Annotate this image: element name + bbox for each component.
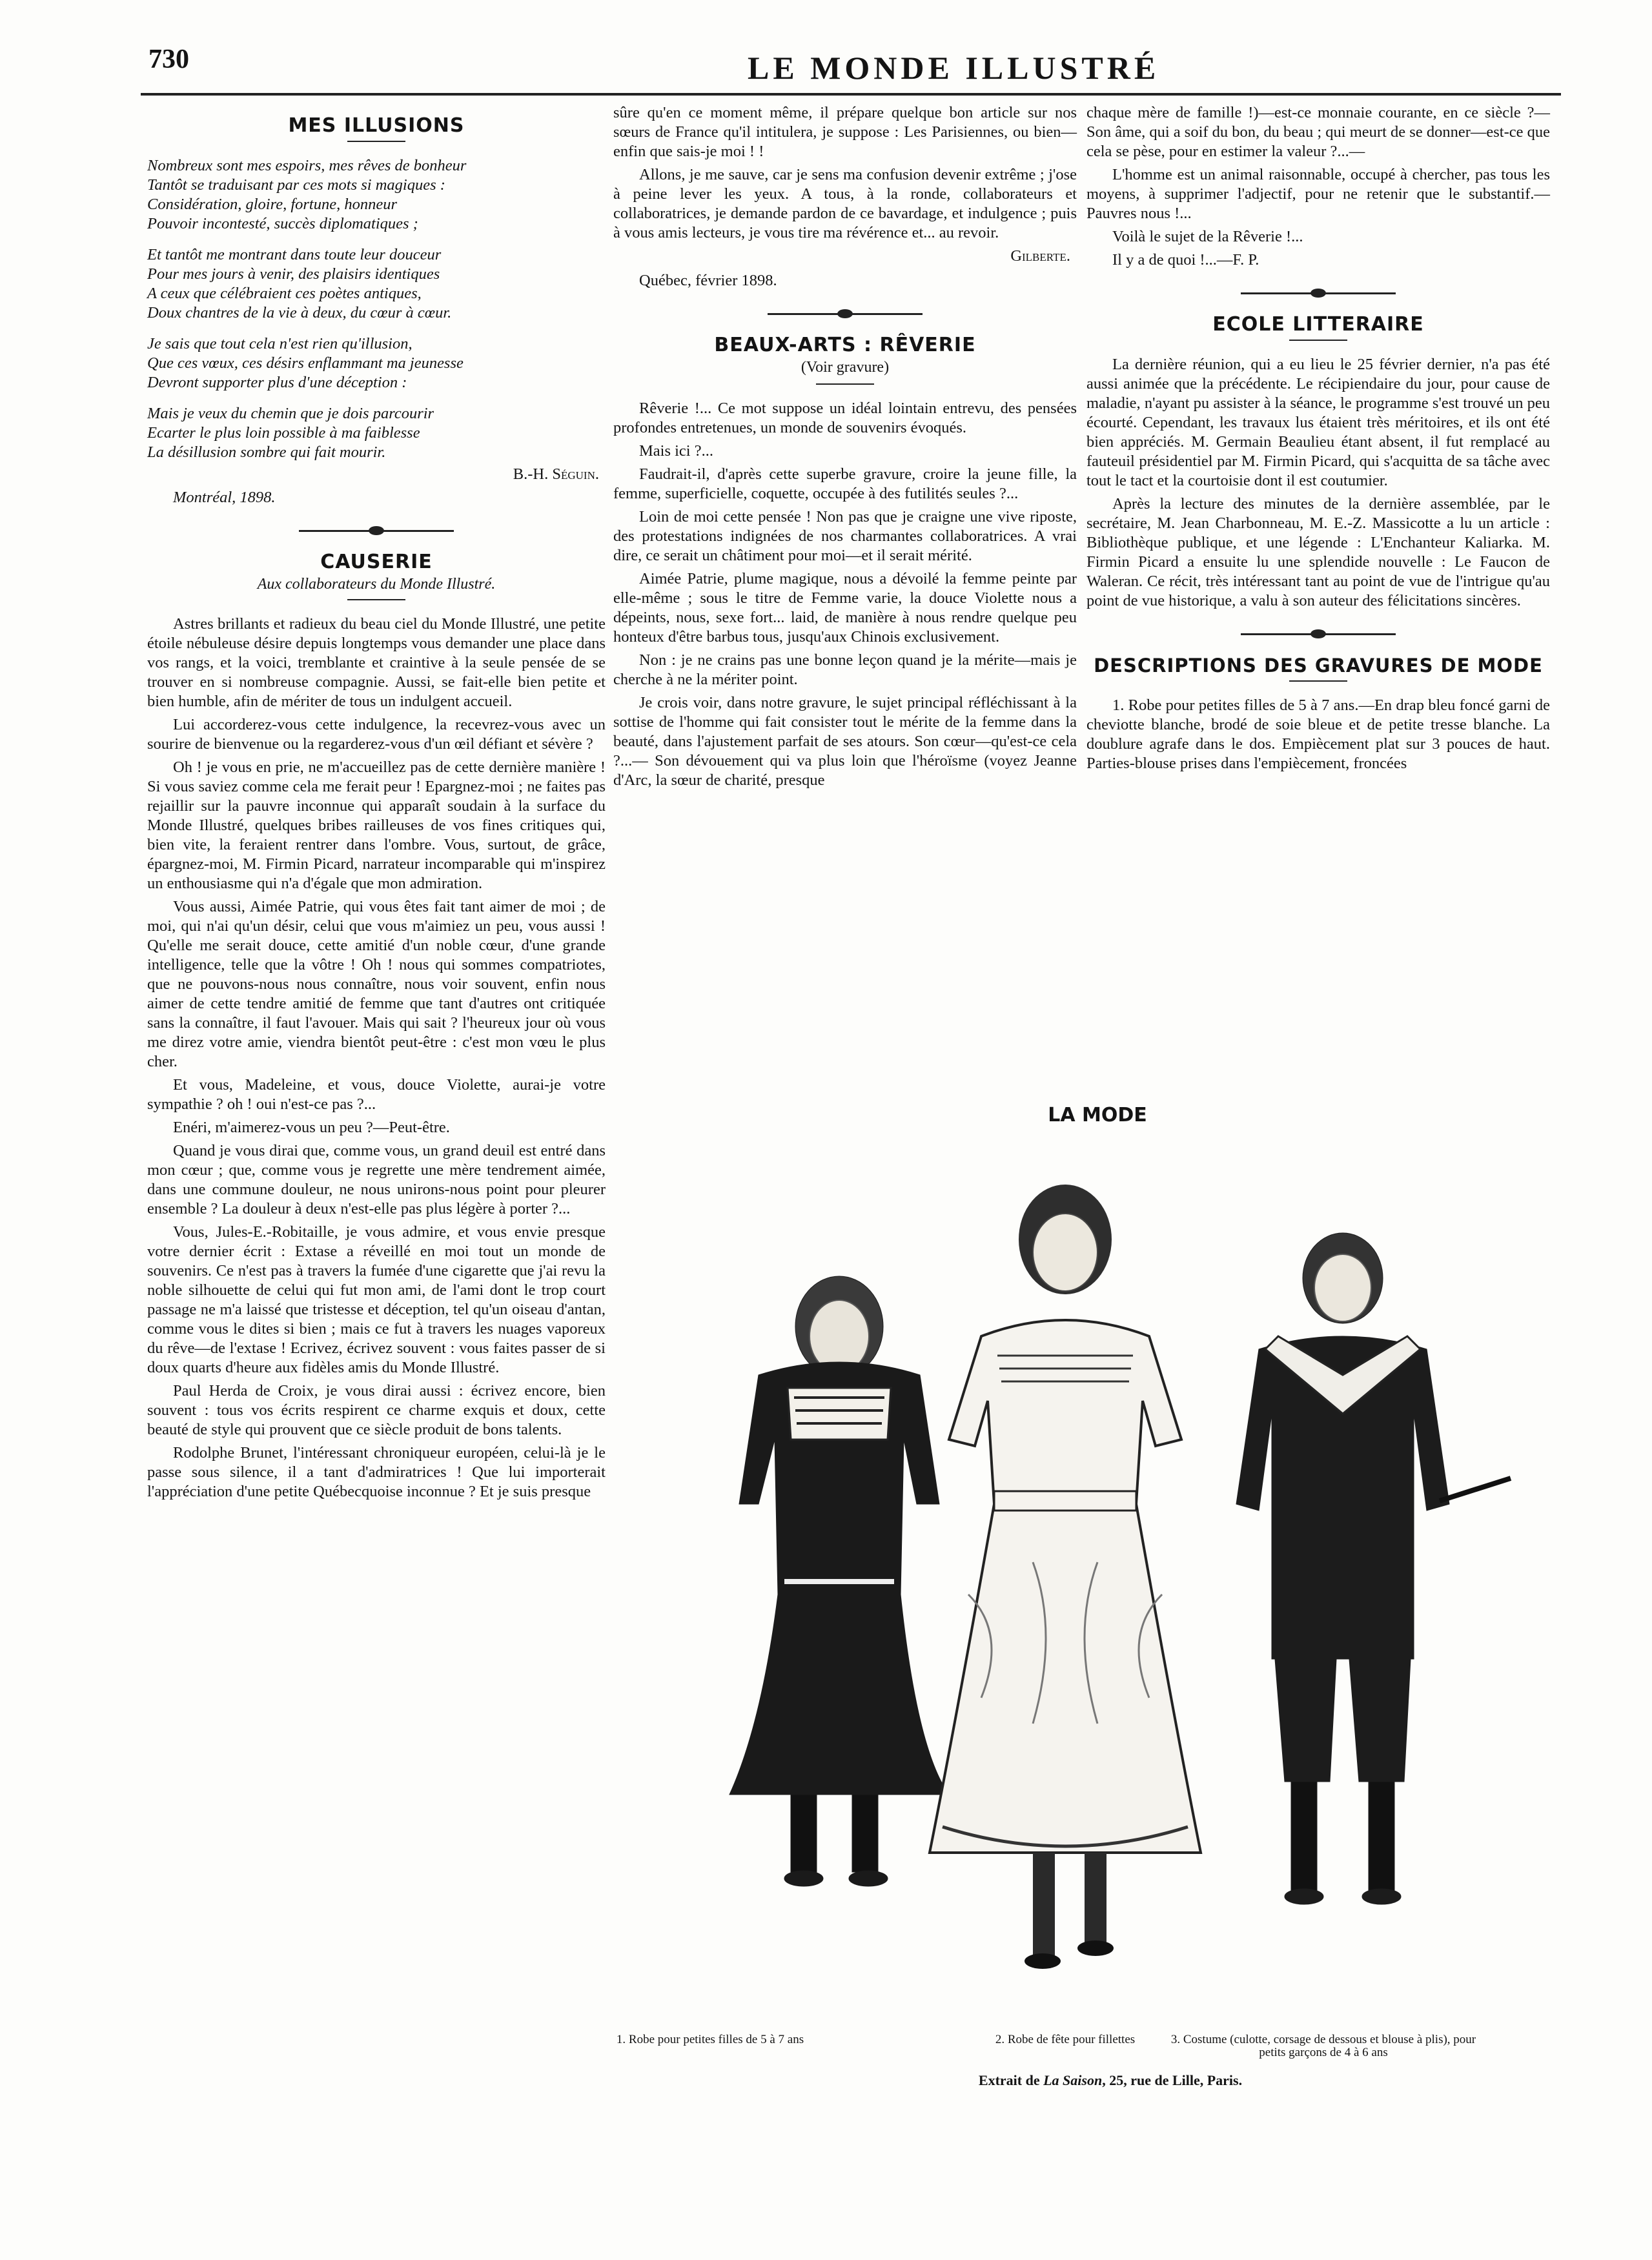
girl-dark-dress-figure — [729, 1276, 949, 1886]
divider-rule — [1289, 340, 1347, 341]
poem-line: Pour mes jours à venir, des plaisirs identiques — [147, 265, 440, 283]
paragraph: Astres brillants et radieux du beau ciel du Monde Illustré, une petite étoile nébuleuse désire depuis longtemps vous demander une place dans vos rangs, et la voici, tremblante et craintive à la seule pensée de se trouver en si nombreuse compagnie. Aussi, se fait-elle bien petite et bien humble, afin de mériter de tous un indulgent accueil. — [147, 615, 606, 710]
poem-stanza — [147, 156, 606, 234]
credit-prefix: Extrait de — [978, 2072, 1044, 2088]
caption-2: 2. Robe de fête pour fillettes — [995, 2033, 1136, 2046]
column-2 — [613, 103, 1077, 794]
boy-costume-figure — [1236, 1233, 1511, 1904]
credit-source: La Saison — [1043, 2072, 1103, 2088]
image-credit — [917, 2072, 1304, 2089]
paragraph: L'homme est un animal raisonnable, occupé à chercher, pas tous les moyens, à supprimer l'adjectif, pour ne retenir que le substantif.—Pauvres nous !... — [1086, 166, 1550, 222]
divider-rule — [816, 383, 874, 385]
paragraph: Aimée Patrie, plume magique, nous a dévoilé la femme peinte par elle-même ; sous le titre de Femme varie, la douce Violette nous a dépeints, nous, sexe fort... laid, de manière à nous rendre quelque peu honteux d'être barbus tous, jusqu'aux Chinois exclusivement. — [613, 570, 1077, 646]
poem-line: Mais je veux du chemin que je dois parcourir — [147, 405, 434, 422]
paragraph: Lui accorderez-vous cette indulgence, la recevrez-vous avec un sourire de bienvenue ou la regarderez-vous d'un œil défiant et sévère ? — [147, 716, 606, 753]
divider-rule — [1289, 680, 1347, 682]
paragraph: Quand je vous dirai que, comme vous, un grand deuil est entré dans mon cœur ; que, comme vous je regrette une mère tendrement aimée, dans une commune douleur, ne nous unirons-nous point pour pleurer ensemble ? La douleur à deux n'est-elle pas plus légère à porter ?... — [147, 1142, 606, 1217]
causerie-signature: Gilberte. — [1010, 247, 1070, 265]
poem-stanza — [147, 245, 606, 323]
column-1 — [147, 103, 606, 1505]
descriptions-title: DESCRIPTIONS DES GRAVURES DE MODE — [1094, 655, 1543, 677]
poem-signature: B.-H. Séguin. — [513, 465, 599, 483]
paragraph: Il y a de quoi !...—F. P. — [1112, 251, 1259, 269]
journal-title: LE MONDE ILLUSTRÉ — [748, 50, 1160, 86]
paragraph: Rêverie !... Ce mot suppose un idéal lointain entrevu, des pensées profondes entretenues, un monde de souvenirs évoqués. — [613, 400, 1077, 436]
page-number: 730 — [148, 45, 189, 74]
poem-line: Devront supporter plus d'une déception : — [147, 374, 407, 391]
paragraph: Vous aussi, Aimée Patrie, qui vous êtes fait tant aimer de moi ; de moi, qui n'ai qu'un désir, celui que vous m'aimiez un peu, vous aussi ! Qu'elle me serait douce, cette amitié d'un noble cœur, d'une grande intelligence, telle que la vôtre ! Oh ! nous qui sommes compatriotes, que ne pouvons-nous nous connaître, nous voir souvent, enfin nous aimer de cette tendre amitié de femme que tant d'autres ont critiquée sans la connaître, il faut l'avouer. Mais qui sait ? l'heureux jour où vous me direz votre amie, viendra bientôt peut-être : c'est mon vœu le plus cher. — [147, 898, 606, 1070]
causerie-title: CAUSERIE — [320, 551, 433, 573]
divider-rule — [347, 141, 405, 142]
poem-place: Montréal, 1898. — [173, 489, 276, 506]
causerie-place: Québec, février 1898. — [639, 272, 777, 289]
ornament-divider — [299, 525, 454, 536]
paragraph: Vous, Jules-E.-Robitaille, je vous admire, et vous envie presque votre dernier écrit : Extase a réveillé en moi tout un monde de souvenirs. Ce n'est pas à travers la fumée d'une cigarette que j'ai revu la noble silhouette de celui qui fut mon ami, de l'ami dont le trop court passage ne m'a laissé que tristesse et déception, tel qu'un oiseau d'antan, comme vous le dites si bien ; mais ce fut à travers les nuages vaporeux du rêve—de l'extase ! Ecrivez, écrivez souvent : vous faites passer de si doux quarts d'heure aux fidèles amis du Monde Illustré. — [147, 1223, 606, 1376]
paragraph: Voilà le sujet de la Rêverie !... — [1112, 228, 1303, 245]
poem-line: Que ces vœux, ces désirs enflammant ma jeunesse — [147, 354, 464, 372]
poem-line: Doux chantres de la vie à deux, du cœur à cœur. — [147, 304, 452, 321]
la-mode-figure — [616, 1104, 1549, 2137]
credit-suffix: , 25, rue de Lille, Paris. — [1102, 2072, 1243, 2088]
ornament-divider — [1241, 629, 1396, 639]
poem-line: A ceux que célébraient ces poètes antiques, — [147, 285, 422, 302]
paragraph: sûre qu'en ce moment même, il prépare quelque bon article sur nos sœurs de France qu'il intitulera, je suppose : Les Parisiennes, ou bien—enfin que sais-je moi ! ! — [613, 104, 1077, 160]
poem-line: Et tantôt me montrant dans toute leur douceur — [147, 246, 442, 263]
poem-stanza — [147, 404, 606, 462]
paragraph: Et vous, Madeleine, et vous, douce Violette, aurai-je votre sympathie ? oh ! oui n'est-ce pas ?... — [147, 1076, 606, 1113]
divider-rule — [347, 599, 405, 600]
paragraph: Enéri, m'aimerez-vous un peu ?—Peut-être. — [173, 1119, 450, 1136]
masthead — [141, 40, 1561, 92]
causerie-subtitle: Aux collaborateurs du Monde Illustré. — [257, 576, 496, 593]
poem-line: Je sais que tout cela n'est rien qu'illusion, — [147, 335, 413, 352]
poem-line: Nombreux sont mes espoirs, mes rêves de bonheur — [147, 157, 467, 174]
girl-white-dress-figure — [930, 1185, 1201, 1969]
paragraph: Je crois voir, dans notre gravure, le sujet principal réfléchissant à la sottise de l'homme qui fait consister tout le mérite de la femme dans la beauté, dans l'ajustement parfait de ses atours. Son cœur—qu'est-ce cela ?...— Son dévouement qui va plus loin que l'héroïsme (voyez Jeanne d'Arc, la sœur de charité, presque — [613, 694, 1077, 789]
paragraph: Après la lecture des minutes de la dernière assemblée, par le secrétaire, M. Jean Charbonneau, M. E.-Z. Massicotte a lu un article : Bibliothèque publique, et une légende : L'Enchanteur Kaliarka. M. Firmin Picard a ensuite lu une splendide nouvelle : Le Faucon de Waleran. Ce récit, très intéressant tant au point de vue de l'intrigue qu'au point de vue historique, a valu à son auteur des félicitations sincères. — [1086, 495, 1550, 609]
masthead-rule — [141, 93, 1561, 96]
poem-stanza — [147, 334, 606, 392]
beaux-arts-subtitle: (Voir gravure) — [801, 359, 890, 376]
paragraph: chaque mère de famille !)—est-ce monnaie courante, en ce siècle ?—Son âme, qui a soif du bon, du beau ; qui meurt de se donner—est-ce que cela se pèse, pour en estimer la valeur ?...— — [1086, 104, 1550, 160]
beaux-arts-title: BEAUX-ARTS : RÊVERIE — [714, 334, 976, 356]
fashion-engraving-image — [646, 1143, 1549, 2046]
la-mode-title: LA MODE — [1048, 1104, 1147, 1126]
paragraph: Allons, je me sauve, car je sens ma confusion devenir extrême ; j'ose à peine lever les yeux. A tous, à la ronde, collaborateurs et collaboratrices, je demande pardon de ce bavardage, et indulgence ; puis à vous amis lecteurs, je vous tire ma révérence et... au revoir. — [613, 166, 1077, 241]
paragraph: La dernière réunion, qui a eu lieu le 25 février dernier, n'a pas été aussi animée que la précédente. Le récipiendaire du jour, pour cause de maladie, n'ayant pu assister à la séance, le programme s'est trouvé un peu écourté. Cependant, les travaux lus étaient très méritoires, et ils ont été bien appréciés. M. Germain Beaulieu étant absent, il fut remplacé au fauteuil présidentiel par M. Firmin Picard, qui s'acquitta de sa tâche avec tout le tact et la courtoisie dont il est coutumier. — [1086, 356, 1550, 489]
paragraph: Mais ici ?... — [639, 442, 713, 460]
poem-line: Pouvoir incontesté, succès diplomatiques ; — [147, 215, 418, 232]
paragraph: Faudrait-il, d'après cette superbe gravure, croire la jeune fille, la femme, superficielle, coquette, occupée à des futilités seules ?... — [613, 465, 1077, 502]
caption-3: 3. Costume (culotte, corsage de dessous et blouse à plis), pour petits garçons de 4 à 6 ans — [1170, 2033, 1476, 2059]
paragraph: Rodolphe Brunet, l'intéressant chroniqueur européen, celui-là je le passe sous silence, il a tant d'admiratrices ! Que lui importerait l'appréciation d'une petite Québecquoise inconnue ? Et je suis presque — [147, 1444, 606, 1500]
paragraph: 1. Robe pour petites filles de 5 à 7 ans.—En drap bleu foncé garni de cheviotte blanche, brodé de soie bleue et de petite tresse blanche. La doublure agrafe dans le dos. Empiècement plat sur 3 pouces de haut. Parties-blouse prises dans l'empiècement, froncées — [1086, 697, 1550, 772]
paragraph: Paul Herda de Croix, je vous dirai aussi : écrivez encore, bien souvent : tous vos écrits respirent ce charme exquis et doux, cette beauté de style qui prouvent que ce siècle produit de bons talents. — [147, 1382, 606, 1438]
paragraph: Oh ! je vous en prie, ne m'accueillez pas de cette dernière manière ! Si vous saviez comme cela me ferait peur ! Epargnez-moi ; ne faites pas rejaillir sur la pauvre inconnue qui apparaît soudain à la surface du Monde Illustré, quelques bribes railleuses de vos fines critiques qui, bien vite, la feraient rentrer dans l'ombre. Vous, surtout, de grâce, épargnez-moi, M. Firmin Picard, narrateur incomparable qui m'inspirez un enthousiasme qui n'a d'égale que mon admiration. — [147, 758, 606, 892]
poem-line: Tantôt se traduisant par ces mots si magiques : — [147, 176, 445, 194]
paragraph: Non : je ne crains pas une bonne leçon quand je la mérite—mais je cherche à ne la mériter point. — [613, 651, 1077, 688]
poem-line: La désillusion sombre qui fait mourir. — [147, 443, 386, 461]
poem-line: Ecarter le plus loin possible à ma faiblesse — [147, 424, 420, 442]
poem-line: Considération, gloire, fortune, honneur — [147, 196, 397, 213]
paragraph: Loin de moi cette pensée ! Non pas que je craigne une vive riposte, des protestations indignées de nos charmantes collaboratrices. A vrai dire, ce serait un châtiment pour moi—et il serait mérité. — [613, 508, 1077, 564]
ecole-title: ECOLE LITTERAIRE — [1212, 313, 1424, 336]
poem-title: MES ILLUSIONS — [288, 114, 465, 137]
ornament-divider — [1241, 288, 1396, 298]
ornament-divider — [768, 309, 923, 319]
column-3 — [1086, 103, 1550, 777]
caption-1: 1. Robe pour petites filles de 5 à 7 ans — [616, 2033, 804, 2046]
poem — [147, 156, 606, 462]
